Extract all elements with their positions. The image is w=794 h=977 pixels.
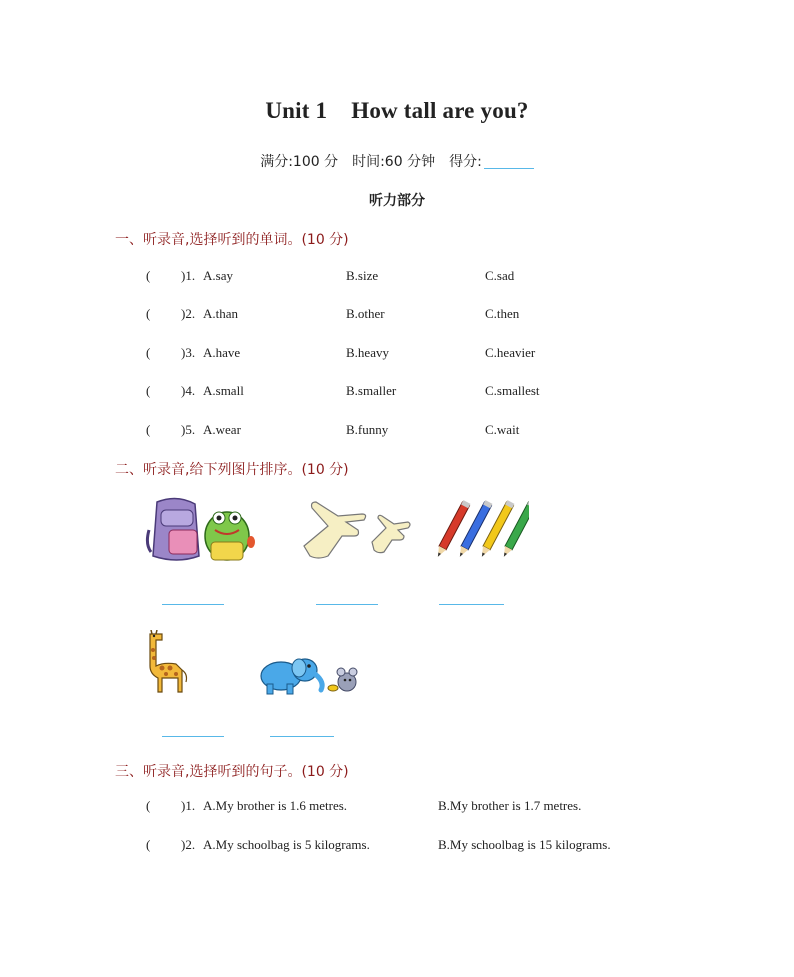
score-line [0, 151, 794, 171]
answer-line[interactable] [162, 604, 224, 605]
question-number: )5. [181, 422, 196, 437]
page-title [0, 98, 794, 124]
title-question: How tall are you? [351, 98, 529, 123]
question-number: )1. [181, 268, 196, 283]
option-a: A.wear [203, 422, 241, 437]
giraffe-icon [142, 630, 190, 696]
title-unit: Unit 1 [265, 98, 328, 123]
option-c: C.wait [485, 422, 520, 437]
option-b: B.smaller [346, 383, 397, 398]
answer-paren[interactable]: ( [146, 345, 151, 360]
option-b: B.size [346, 268, 379, 283]
answer-paren[interactable]: ( [146, 798, 151, 813]
time-limit: 时间:60 分钟 [352, 154, 436, 170]
score-label: 得分: [449, 154, 482, 170]
question-number: )2. [181, 837, 196, 852]
option-a: A.than [203, 306, 239, 321]
answer-paren[interactable]: ( [146, 306, 151, 321]
score-blank[interactable] [484, 154, 534, 169]
option-a: A.My brother is 1.6 metres. [203, 798, 348, 813]
answer-paren[interactable]: ( [146, 422, 151, 437]
question-number: )4. [181, 383, 196, 398]
option-c: C.smallest [485, 383, 540, 398]
section-2-heading: 二、听录音,给下列图片排序。(10 分) [115, 462, 349, 478]
section-1-heading: 一、听录音,选择听到的单词。(10 分) [115, 232, 349, 248]
elephant-mouse-icon [255, 652, 359, 696]
option-b: B.My schoolbag is 15 kilograms. [438, 837, 611, 852]
option-a: A.say [203, 268, 233, 283]
section-3-heading: 三、听录音,选择听到的句子。(10 分) [115, 764, 349, 780]
answer-paren[interactable]: ( [146, 837, 151, 852]
option-c: C.then [485, 306, 520, 321]
schoolbags-icon [145, 496, 260, 566]
listening-subtitle: 听力部分 [369, 193, 425, 209]
question-number: )2. [181, 306, 196, 321]
option-b: B.heavy [346, 345, 389, 360]
option-b: B.funny [346, 422, 389, 437]
answer-line[interactable] [316, 604, 378, 605]
answer-paren[interactable]: ( [146, 268, 151, 283]
option-c: C.sad [485, 268, 515, 283]
hands-icon [298, 498, 413, 560]
question-number: )3. [181, 345, 196, 360]
answer-line[interactable] [162, 736, 224, 737]
option-a: A.have [203, 345, 241, 360]
option-a: A.My schoolbag is 5 kilograms. [203, 837, 370, 852]
pencils-icon [437, 498, 529, 564]
answer-line[interactable] [270, 736, 334, 737]
full-marks: 满分:100 分 [260, 154, 339, 170]
answer-paren[interactable]: ( [146, 383, 151, 398]
option-a: A.small [203, 383, 244, 398]
option-b: B.My brother is 1.7 metres. [438, 798, 582, 813]
option-c: C.heavier [485, 345, 536, 360]
question-number: )1. [181, 798, 196, 813]
option-b: B.other [346, 306, 385, 321]
answer-line[interactable] [439, 604, 504, 605]
